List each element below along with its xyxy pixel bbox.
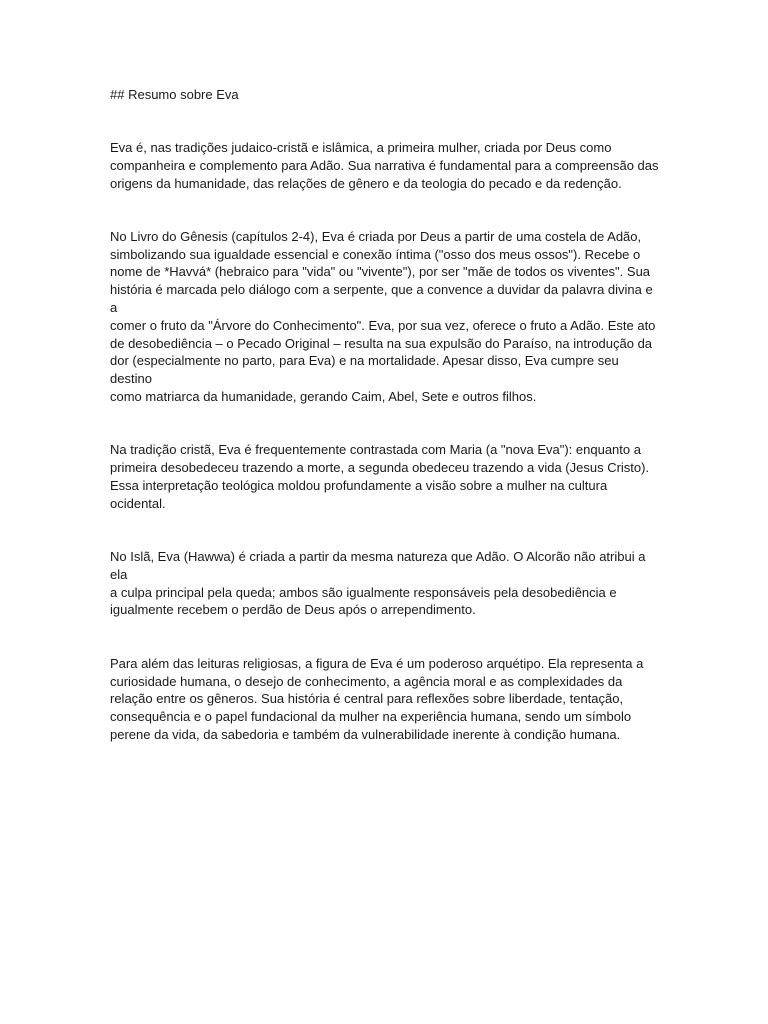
paragraph-islam: No Islã, Eva (Hawwa) é criada a partir da mesma natureza que Adão. O Alcorão não atribui a ela a culpa principal pela queda; ambos são igualmente responsáveis pela desobediência e igualmente recebem o perdão de Deus após o arrependimento. — [110, 549, 646, 618]
paragraph-archetype: Para além das leituras religiosas, a figura de Eva é um poderoso arquétipo. Ela representa a curiosidade humana, o desejo de conhecimento, a agência moral e as complexidades da relação entre os gêneros. Sua história é central para reflexões sobre liberdade, tentação, consequência e o papel fundacional da mulher na experiência humana, sendo um símbolo perene da vida, da sabedoria e também da vulnerabilidade inerente à condição humana. — [110, 655, 644, 742]
paragraph-christian-tradition: Na tradição cristã, Eva é frequentemente contrastada com Maria (a "nova Eva"): enquanto a primeira desobedeceu trazendo a morte, a segunda obedeceu trazendo a vida (Jesus Cristo). Essa interpretação teológica moldou profundamente a visão sobre a mulher na cultura ocidental. — [110, 442, 650, 511]
paragraph-intro: Eva é, nas tradições judaico-cristã e islâmica, a primeira mulher, criada por Deus como companheira e complemento para Adão. Sua narrativa é fundamental para a compreensão das origens da humanidade, das relações de gênero e da teologia do pecado e da redenção. — [110, 140, 659, 191]
document-heading: ## Resumo sobre Eva — [110, 87, 239, 102]
document-body — [110, 86, 660, 779]
paragraph-genesis: No Livro do Gênesis (capítulos 2-4), Eva é criada por Deus a partir de uma costela de Adão, simbolizando sua igualdade essencial e conexão íntima ("osso dos meus ossos"). Recebe o nome de *Havvá* (hebraico para "vida" ou "vivente"), por ser "mãe de todos os viventes". Sua história é marcada pelo diálogo com a serpente, que a convence a duvidar da palavra divina e a comer o fruto da "Árvore do Conhecimento". Eva, por sua vez, oferece o fruto a Adão. Este ato de desobediência – o Pecado Original – resulta na sua expulsão do Paraíso, na introdução da dor (especialmente no parto, para Eva) e na mortalidade. Apesar disso, Eva cumpre seu destino como matriarca da humanidade, gerando Caim, Abel, Sete e outros filhos. — [110, 228, 656, 405]
